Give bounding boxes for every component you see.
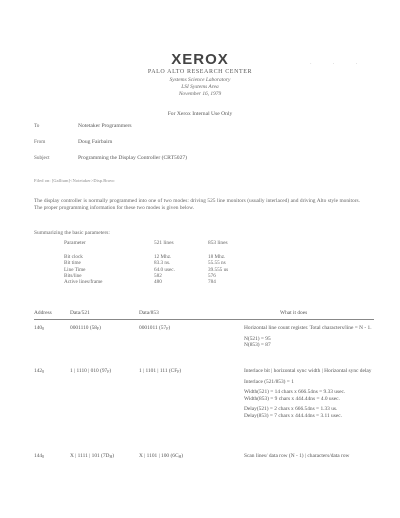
params-cell: 480 [154, 279, 162, 286]
register-row [34, 325, 374, 373]
margin-marks: · · · [310, 62, 368, 67]
description-text: Interlace (521/853) = 1 [244, 378, 294, 385]
register-data-521: X | 1111 | 101 $(7D_H)$ [70, 453, 114, 459]
internal-notice: For Xerox Internal Use Only [167, 110, 233, 117]
area-name: LSI Systems Area [181, 83, 219, 90]
description-detail: Delay(521) = 2 chars x 666.54ns = 1.33 us. [244, 406, 338, 412]
memo-value: Notetaker Programmers [78, 123, 132, 129]
description-detail: Width(853) = 9 chars x 444.44ns = 4.0 usec. [244, 395, 340, 402]
register-header-cell: What it does [280, 310, 308, 316]
memo-subject-row [34, 155, 374, 171]
memo-key: Subject [34, 155, 50, 161]
params-table [64, 240, 268, 285]
register-description [244, 325, 374, 349]
params-cell: 576 [208, 272, 216, 279]
params-cell: Line Time [64, 266, 86, 273]
intro-paragraph: The display controller is normally programmed into one of two modes: driving 525 line monitors (usually interlaced) and driving Alto style monitors. The proper programming information for these two modes is given below. [34, 198, 360, 211]
register-header-cell: Data/853 [139, 310, 159, 316]
memo-value: Doug Fairbairn [78, 139, 113, 145]
register-description [244, 453, 374, 464]
register-header-cell: Data/521 [70, 310, 90, 316]
summary-label: Summarizing the basic parameters: [34, 230, 110, 236]
params-cell: Bits/line [64, 272, 82, 279]
description-detail: N(853) = 87 [244, 342, 271, 348]
register-data-521: 1 | 1110 | 010 $(97_F)$ [70, 368, 112, 374]
params-header-cell: 853 lines [208, 240, 228, 246]
register-header-cell: Address [34, 310, 52, 316]
memo-to-row [34, 123, 374, 139]
register-address: $144_8$ [34, 453, 44, 459]
params-cell: 18 Mhz. [208, 254, 226, 260]
description-text: Horizontal line count register. Total characters/line = N - 1. [244, 325, 372, 331]
register-data-521: 0001110 $(58_F)$ [70, 325, 101, 331]
description-detail: N(521) = 95 [244, 335, 271, 342]
params-row [64, 279, 268, 285]
register-data-853: 0001011 $(57_F)$ [139, 325, 171, 331]
params-header-row [64, 240, 268, 254]
params-cell: 55.55 ns [208, 260, 226, 267]
params-cell: 64.0 usec. [154, 266, 175, 273]
register-data-853: X | 1101 | 100 $(6C_H)$ [139, 453, 184, 459]
description-detail: Width(521) = 14 chars x 666.54ns = 9.33 usec. [244, 389, 346, 395]
memo-value: Programming the Display Controller (CRT5027) [78, 155, 188, 161]
memo-key: From [34, 139, 46, 145]
params-cell: 582 [154, 272, 162, 279]
params-cell: Bit time [64, 260, 81, 267]
params-cell: 784 [208, 279, 216, 286]
memo-block [34, 123, 374, 171]
params-cell: Bit clock [64, 254, 83, 260]
letterhead [0, 52, 400, 117]
register-row [34, 453, 374, 473]
register-address: $140_8$ [34, 325, 44, 331]
register-row [34, 368, 374, 444]
register-address: $142_8$ [34, 368, 44, 374]
description-detail: Delay(853) = 7 chars x 444.44ns = 3.11 usec. [244, 412, 342, 419]
org-name: PALO ALTO RESEARCH CENTER [147, 69, 253, 75]
xerox-logo: XEROX [171, 51, 229, 68]
lab-name: Systems Science Laboratory [169, 76, 231, 83]
memo-from-row [34, 139, 374, 155]
description-text: Interlace bit | horizontal sync width | Horizontal sync delay [244, 368, 372, 374]
description-text: Scan lines/ data row (N - 1) | characters/data row [244, 453, 350, 459]
params-cell: 12 Mhz. [154, 254, 172, 260]
memo-date: November 16, 1979 [178, 90, 222, 97]
params-header-cell: Parameter [64, 240, 86, 246]
params-cell: 39.555 us [208, 266, 229, 273]
params-header-cell: 521 lines [154, 240, 174, 246]
filed-on: Filed on: [Gallium]<Notetaker>Disp.Bravo [34, 178, 115, 183]
register-description [244, 368, 374, 419]
register-data-853: 1 | 1101 | 111 $(CF_F)$ [139, 368, 182, 374]
memo-key: To [34, 123, 40, 129]
params-cell: 83.3 ns. [154, 260, 171, 267]
params-cell: Active lines/frame [64, 279, 103, 286]
register-table-header [34, 310, 374, 320]
